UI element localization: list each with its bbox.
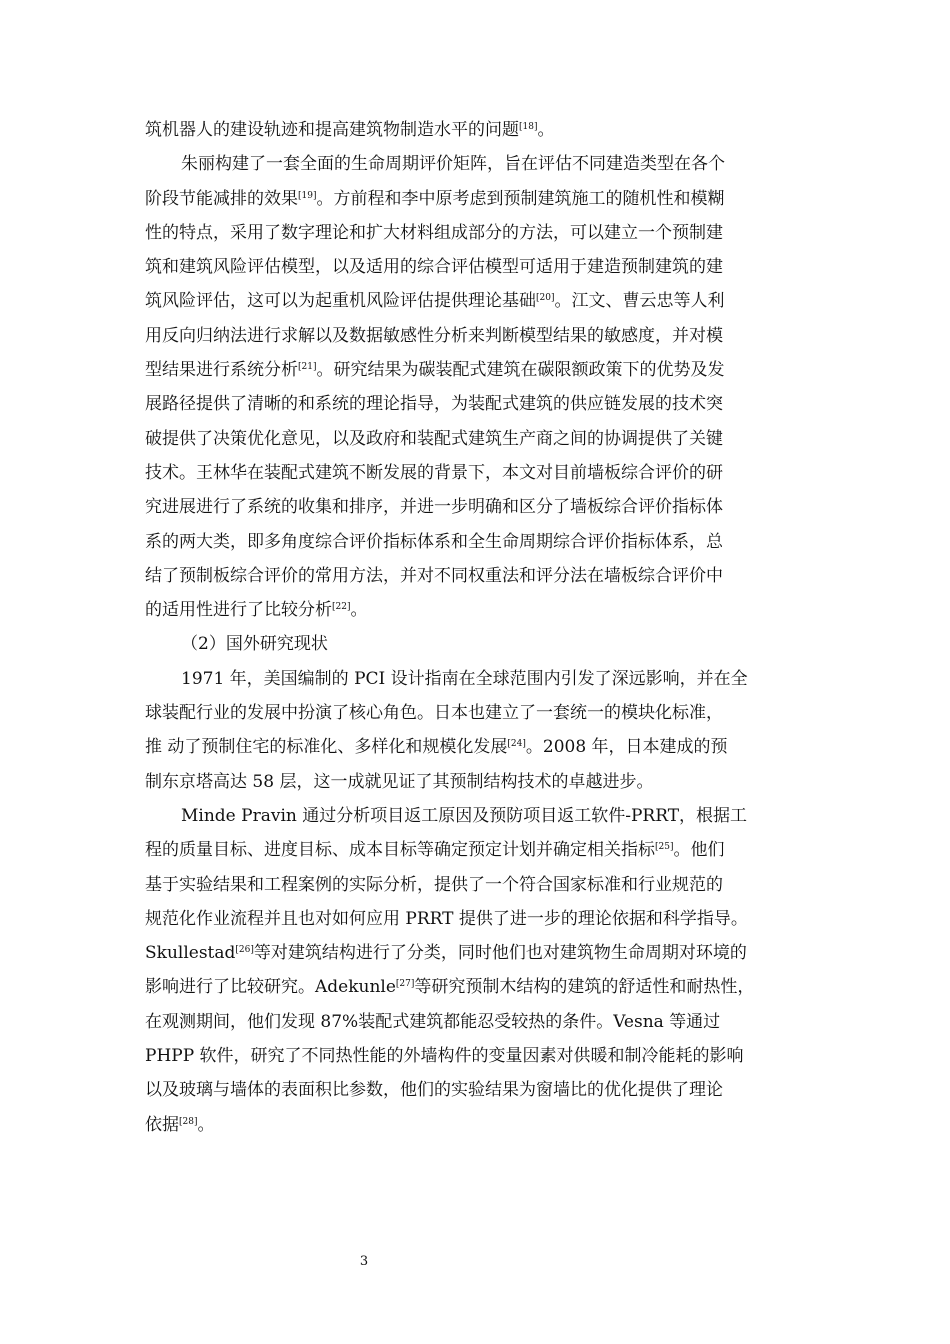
text-line: 1971 年，美国编制的 PCI 设计指南在全球范围内引发了深远影响，并在全 [181, 668, 748, 689]
citation: [28] [179, 1116, 198, 1127]
text-line: 在观测期间，他们发现 87%装配式建筑都能忍受较热的条件。Vesna 等通过 [145, 1011, 721, 1032]
text-line: 球装配行业的发展中扮演了核心角色。日本也建立了一套统一的模块化标准， [145, 703, 723, 724]
text-line: Minde Pravin 通过分析项目返工原因及预防项目返工软件-PRRT，根据工 [181, 805, 748, 826]
citation: [21] [298, 362, 317, 373]
text-line: 程的质量目标、进度目标、成本目标等确定预定计划并确定相关指标[25]。他们 [145, 840, 725, 861]
text-line: 型结果进行系统分析[21]。研究结果为碳装配式建筑在碳限额政策下的优势及发 [145, 360, 725, 381]
text-line: 用反向归纳法进行求解以及数据敏感性分析来判断模型结果的敏感度，并对模 [145, 325, 723, 346]
text-line: 筑和建筑风险评估模型，以及适用的综合评估模型可适用于建造预制建筑的建 [145, 257, 723, 278]
section-heading: （2）国外研究现状 [181, 634, 328, 655]
text-line: 技术。王林华在装配式建筑不断发展的背景下，本文对目前墙板综合评价的研 [145, 462, 723, 483]
text-line: 阶段节能减排的效果[19]。方前程和李中原考虑到预制建筑施工的随机性和模糊 [145, 188, 725, 209]
page-body [145, 113, 810, 1142]
citation: [25] [655, 842, 674, 853]
text-line: 朱丽构建了一套全面的生命周期评价矩阵，旨在评估不同建造类型在各个 [181, 154, 725, 175]
citation: [19] [298, 190, 317, 201]
text-line: 结了预制板综合评价的常用方法，并对不同权重法和评分法在墙板综合评价中 [145, 565, 723, 586]
citation: [18] [519, 122, 538, 132]
text-line: PHPP 软件，研究了不同热性能的外墙构件的变量因素对供暖和制冷能耗的影响 [145, 1046, 744, 1067]
text-line: 规范化作业流程并且也对如何应用 PRRT 提供了进一步的理论依据和科学指导。 [145, 908, 748, 929]
text-line: 筑机器人的建设轨迹和提高建筑物制造水平的问题[18]。 [145, 120, 555, 140]
text-line: 究进展进行了系统的收集和排序，并进一步明确和区分了墙板综合评价指标体 [145, 497, 723, 518]
text-line: 展路径提供了清晰的和系统的理论指导，为装配式建筑的供应链发展的技术突 [145, 394, 723, 415]
text-line: 影响进行了比较研究。Adekunle[27]等研究预制木结构的建筑的舒适性和耐热性， [145, 977, 755, 998]
page-number: 3 [359, 1254, 369, 1269]
text-line: 系的两大类，即多角度综合评价指标体系和全生命周期综合评价指标体系，总 [145, 531, 723, 552]
text-line: 的适用性进行了比较分析[22]。 [145, 600, 368, 621]
citation: [24] [507, 739, 526, 750]
text-line: Skullestad[26]等对建筑结构进行了分类，同时他们也对建筑物生命周期对环境的 [145, 943, 747, 964]
citation: [22] [332, 602, 351, 613]
text-line: 推 动了预制住宅的标准化、多样化和规模化发展[24]。2008 年，日本建成的预 [145, 737, 728, 758]
text-line: 依据[28]。 [145, 1114, 215, 1135]
citation: [26] [235, 945, 254, 956]
text-line: 以及玻璃与墙体的表面积比参数，他们的实验结果为窗墙比的优化提供了理论 [145, 1080, 723, 1101]
citation: [20] [536, 293, 555, 304]
citation: [27] [395, 979, 415, 990]
text-line: 基于实验结果和工程案例的实际分析，提供了一个符合国家标准和行业规范的 [145, 874, 723, 895]
text-line: 性的特点，采用了数字理论和扩大材料组成部分的方法，可以建立一个预制建 [145, 222, 723, 243]
text-line: 制东京塔高达 58 层，这一成就见证了其预制结构技术的卓越进步。 [145, 771, 654, 792]
text-line: 筑风险评估，这可以为起重机风险评估提供理论基础[20]。江文、曹云忠等人利 [145, 291, 725, 312]
text-line: 破提供了决策优化意见，以及政府和装配式建筑生产商之间的协调提供了关键 [145, 428, 723, 449]
